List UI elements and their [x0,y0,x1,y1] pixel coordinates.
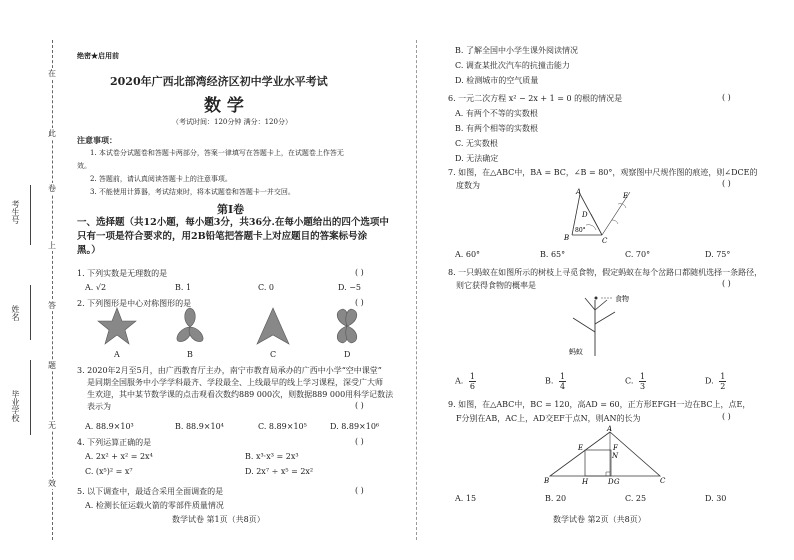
q9-label: D [608,478,614,486]
binding-char: 题 [48,361,56,370]
part-line: 黑。） [77,245,101,256]
q9-label: F [613,444,618,452]
question-5: 5. 以下调查中，最适合采用全面调查的是 [77,487,224,496]
q8-food-label: 食物 [615,295,629,303]
q8-option [625,372,646,391]
q8-option-den: 4 [559,382,566,391]
q8-option [545,372,566,391]
q8-option-den: 2 [720,382,726,391]
q7-option: A. 60° [455,250,481,259]
q9-line: F分别在AB，AC上，AD交EF于点N，则AN的长为 [456,414,641,423]
part-line: 一、选择题（共12小题，每小题3分，共36分.在每小题给出的四个选项中 [77,217,389,228]
answer-bracket: ( ) [355,437,364,446]
notice-line: 2. 答题前，请认真阅读答题卡上的注意事项。 [90,175,232,183]
part-instructions [77,216,389,258]
binding-char: 此 [48,129,56,138]
question-3 [77,365,393,413]
q8-ant-label: 蚂蚁 [569,348,583,356]
exam-info: （考试时间：120分钟 满分：120分） [172,118,292,126]
notice-title: 注意事项： [77,135,117,145]
question-1: 1. 下列实数是无理数的是 [77,269,168,278]
binding-char: 上 [48,241,56,250]
q8-option-letter: B. [545,376,554,386]
q9-label: G [614,478,620,486]
question-8 [448,266,762,292]
q8-option-letter: A. [455,376,464,386]
q8-option [455,372,476,391]
q6-option: B. 有两个相等的实数根 [455,124,538,133]
left-footer: 数学试卷 第1页（共8页） [172,515,265,524]
q7-option: C. 70° [625,250,651,259]
question-6: 6. 一元二次方程 x² − 2x + 1 = 0 的根的情况是 [448,94,623,103]
q8-option-num: 1 [559,372,566,381]
answer-bracket: ( ) [722,412,731,421]
q2-figure-star [97,307,137,345]
q8-line: 8. 一只蚂蚁在如图所示的树枝上寻觅食物，假定蚂蚁在每个岔路口都随机选择一条路径， [448,268,763,277]
q2-label: D [344,350,351,359]
q7-angle-label: 80° [575,227,586,234]
q2-label: A [114,350,120,359]
q8-option-letter: C. [625,376,634,386]
q7-line: 7. 如图，在△ABC中，BA = BC，∠B = 80°，观察图中尺规作图的痕迹，则∠DCE的 [448,168,758,177]
q8-line: 则它获得食物的概率是 [456,281,536,290]
q4-option: A. 2x² + x² = 2x⁴ [85,452,153,461]
binding-char: 无 [48,421,56,430]
q8-option-num: 1 [469,372,475,381]
q5-option: D. 检测城市的空气质量 [455,76,539,85]
q3-line: 生欢迎，其中某节数学课的点击观看次数约889 000次，则数据889 000用科学记数法 [87,390,394,399]
binding-char: 答 [48,301,56,310]
q7-label: E [623,192,629,200]
q9-option: B. 20 [545,494,567,503]
q8-option-letter: D. [705,376,714,386]
answer-bracket: ( ) [355,298,364,307]
q9-line: 9. 如图，在△ABC中，BC = 120，高AD = 60，正方形EFGH一边在BC上，点E， [448,400,751,409]
answer-bracket: ( ) [722,179,731,188]
q7-label: C [602,237,608,245]
q2-label: C [270,350,277,359]
q6-option: D. 无法确定 [455,154,499,163]
q8-option-num: 1 [639,372,646,381]
part-line: 只有一项是符合要求的，用2B铅笔把答题卡上对应题目的答案标号涂 [77,231,368,242]
subject-title: 数 学 [204,96,244,116]
q7-label: A [576,188,582,196]
q9-figure [540,425,670,486]
section-title: 第Ⅰ卷 [217,203,245,216]
q7-option: D. 75° [705,250,731,259]
q9-label: N [612,452,619,460]
binding-char: 卷 [48,184,56,193]
q1-option: B. 1 [175,283,192,292]
q7-line: 度数为 [456,181,480,190]
q5-option: B. 了解全国中小学生课外阅读情况 [455,46,578,55]
q9-label: A [607,425,613,433]
label-exam-number: 考生号 [11,200,20,224]
q3-option: C. 8.89×10⁵ [258,422,307,431]
answer-bracket: ( ) [722,93,731,102]
q9-label: H [582,478,589,486]
q3-option: D. 8.89×10⁶ [330,422,380,431]
answer-bracket: ( ) [355,401,364,410]
label-name: 姓名 [11,305,20,321]
q1-option: A. √2 [85,283,107,292]
answer-bracket: ( ) [355,486,364,495]
q3-option: B. 88.9×10⁴ [175,422,224,431]
q2-figure-propeller [170,307,210,345]
question-7 [448,166,757,192]
q4-option: D. 2x⁷ ÷ x⁵ = 2x² [245,467,314,476]
q2-label: B [187,350,193,359]
q8-option-den: 3 [639,382,646,391]
q9-option: A. 15 [455,494,477,503]
q3-line: 表示为 [87,402,111,411]
q7-label: D [582,211,588,219]
q3-line: 3. 2020年2月至5月，由广西教育厅主办，南宁市教育局承办的广西中小学“空中课堂” [77,366,382,375]
exam-title: 2020年广西北部湾经济区初中学业水平考试 [110,75,328,88]
notice-line: 3. 不能使用计算器，考试结束时，将本试题卷和答题卡一并交回。 [90,188,295,196]
q8-option-num: 1 [720,372,726,381]
q7-option: B. 65° [540,250,566,259]
q6-option: C. 无实数根 [455,139,498,148]
q9-label: C [660,477,666,485]
q5-option: A. 检测长征运载火箭的零部件质量情况 [85,501,224,510]
q7-label: B [564,234,570,242]
question-4: 4. 下列运算正确的是 [77,438,152,447]
q4-option: B. x³·x³ = 2x³ [245,452,299,461]
q8-figure-tree [565,292,645,358]
q8-option [705,372,726,391]
page-divider [416,40,417,540]
q5-option: C. 调查某批次汽车的抗撞击能力 [455,61,570,70]
question-9 [448,398,750,426]
q6-option: A. 有两个不等的实数根 [455,109,538,118]
binding-char: 效 [48,479,56,488]
secret-label: 绝密★启用前 [77,51,119,60]
q3-option: A. 88.9×10³ [85,422,134,431]
question-2: 2. 下列图形是中心对称图形的是 [77,299,192,308]
label-school: 毕业学校 [11,390,20,422]
answer-bracket: ( ) [355,268,364,277]
q2-figure-petals [327,307,367,345]
binding-char: 在 [48,69,56,78]
q9-option: D. 30 [705,494,727,503]
q4-option: C. (x⁵)² = x⁷ [85,467,133,476]
q9-label: E [578,444,584,452]
q3-line: 是同期全国服务中小学学科最齐、学段最全、上线最早的线上学习课程，深受广大师 [87,378,383,387]
q1-option: C. 0 [258,283,275,292]
q9-label: B [544,477,550,485]
q9-option: C. 25 [625,494,647,503]
notice-line: 效。 [77,162,91,170]
q1-option: D. −5 [338,283,362,292]
q8-option-den: 6 [469,382,475,391]
right-footer: 数学试卷 第2页（共8页） [553,515,646,524]
q7-figure [560,190,650,245]
answer-bracket: ( ) [722,279,731,288]
q2-figure-arrowhead [253,307,293,345]
notice-line: 1. 本试卷分试题卷和答题卡两部分，答案一律填写在答题卡上，在试题卷上作答无 [90,149,344,157]
